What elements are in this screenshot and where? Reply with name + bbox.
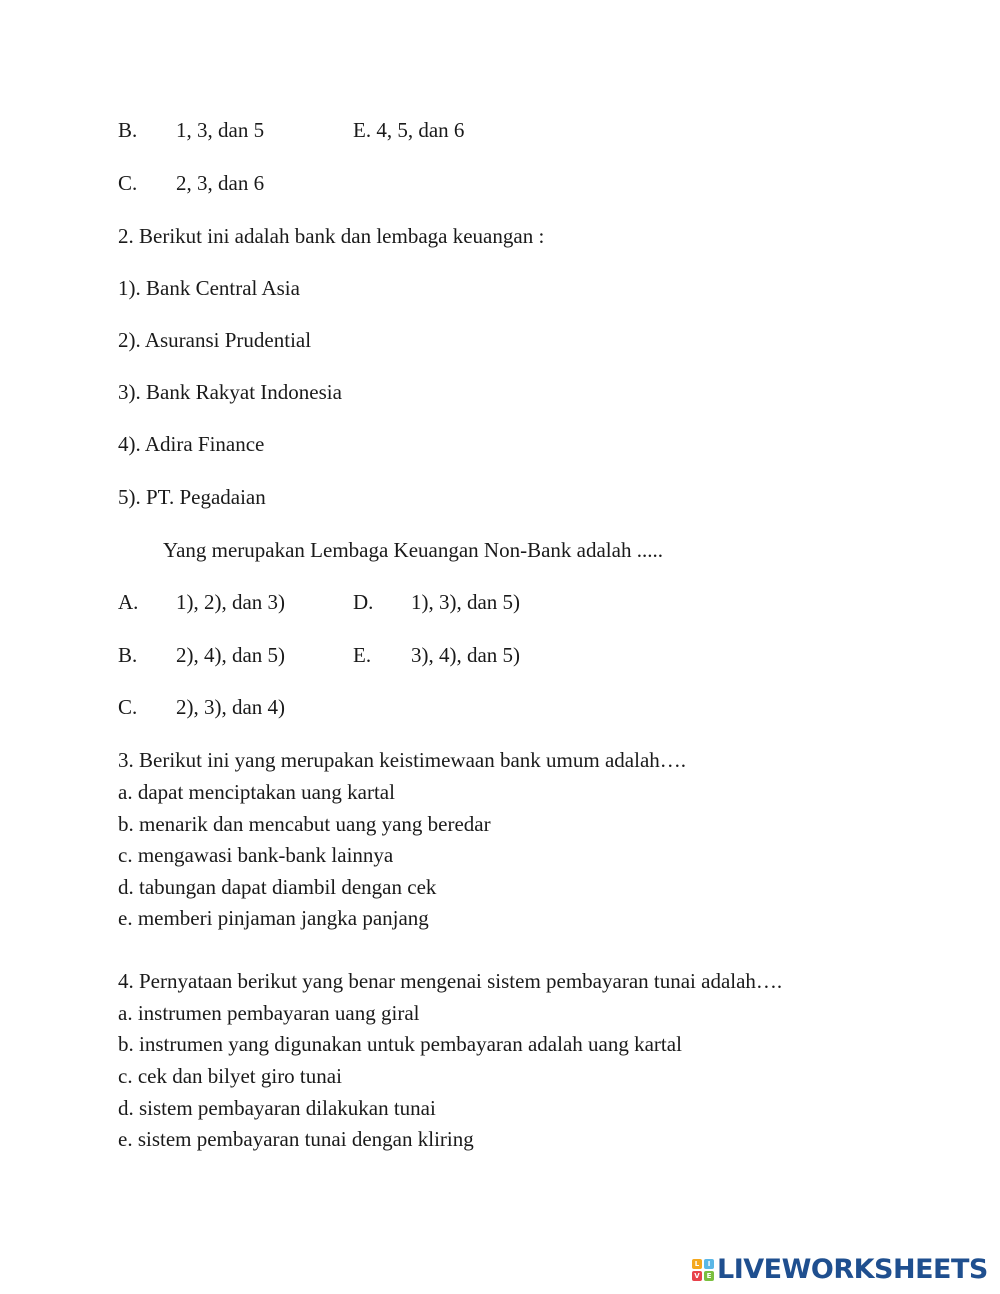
q2-option-row-b-e	[118, 642, 521, 668]
q2-option-c-label: C.	[118, 695, 138, 719]
q4-option-d: d. sistem pembayaran dilakukan tunai	[118, 1096, 436, 1120]
q2-option-d	[353, 589, 520, 615]
q2-option-row-c	[118, 694, 285, 720]
logo-mark-icon	[692, 1259, 714, 1281]
q4-option-c: c. cek dan bilyet giro tunai	[118, 1064, 342, 1088]
logo-tile-e: E	[704, 1271, 714, 1281]
q2-item-1: 1). Bank Central Asia	[118, 276, 300, 300]
logo-tile-l: L	[692, 1259, 702, 1269]
q1-option-e: E. 4, 5, dan 6	[353, 118, 465, 142]
q2-option-c-text: 2), 3), dan 4)	[176, 695, 286, 719]
q2-item-5: 5). PT. Pegadaian	[118, 485, 266, 509]
q3-stem: 3. Berikut ini yang merupakan keistimewaan bank umum adalah….	[118, 748, 687, 772]
q1-option-b-text: 1, 3, dan 5	[176, 118, 265, 142]
q4-option-b: b. instrumen yang digunakan untuk pembayaran adalah uang kartal	[118, 1032, 682, 1056]
q1-option-b-label: B.	[118, 118, 138, 142]
q2-option-e-text: 3), 4), dan 5)	[411, 643, 521, 667]
logo-text: LIVEWORKSHEETS	[717, 1254, 988, 1285]
q3-option-d: d. tabungan dapat diambil dengan cek	[118, 875, 437, 899]
q2-option-row-a-d	[118, 589, 521, 615]
q2-item-4: 4). Adira Finance	[118, 432, 265, 456]
q3-option-e: e. memberi pinjaman jangka panjang	[118, 906, 429, 930]
q2-option-a-label: A.	[118, 590, 139, 614]
q2-option-d-text: 1), 3), dan 5)	[411, 590, 521, 614]
q2-item-3: 3). Bank Rakyat Indonesia	[118, 380, 342, 404]
liveworksheets-logo	[692, 1254, 988, 1286]
q3-option-c: c. mengawasi bank-bank lainnya	[118, 843, 394, 867]
q1-option-c-label: C.	[118, 171, 138, 195]
q2-stem: 2. Berikut ini adalah bank dan lembaga keuangan :	[118, 224, 545, 248]
q4-stem: 4. Pernyataan berikut yang benar mengenai sistem pembayaran tunai adalah….	[118, 969, 783, 993]
q2-option-a-text: 1), 2), dan 3)	[176, 590, 286, 614]
q2-prompt: Yang merupakan Lembaga Keuangan Non-Bank adalah .....	[163, 538, 663, 562]
q2-option-b-text: 2), 4), dan 5)	[176, 643, 286, 667]
q1-option-c-text: 2, 3, dan 6	[176, 171, 265, 195]
q3-option-a: a. dapat menciptakan uang kartal	[118, 780, 395, 804]
q2-option-e	[353, 642, 520, 668]
q4-option-a: a. instrumen pembayaran uang giral	[118, 1001, 420, 1025]
q2-option-d-label: D.	[353, 590, 374, 614]
q2-item-2: 2). Asuransi Prudential	[118, 328, 312, 352]
q2-option-e-label: E.	[353, 643, 372, 667]
logo-tile-v: V	[692, 1271, 702, 1281]
q1-option-row-b-e	[118, 117, 465, 143]
q4-option-e: e. sistem pembayaran tunai dengan kliring	[118, 1127, 474, 1151]
q2-option-b-label: B.	[118, 643, 138, 667]
logo-tile-i: I	[704, 1259, 714, 1269]
q3-option-b: b. menarik dan mencabut uang yang beredar	[118, 812, 491, 836]
q1-option-row-c	[118, 170, 264, 196]
